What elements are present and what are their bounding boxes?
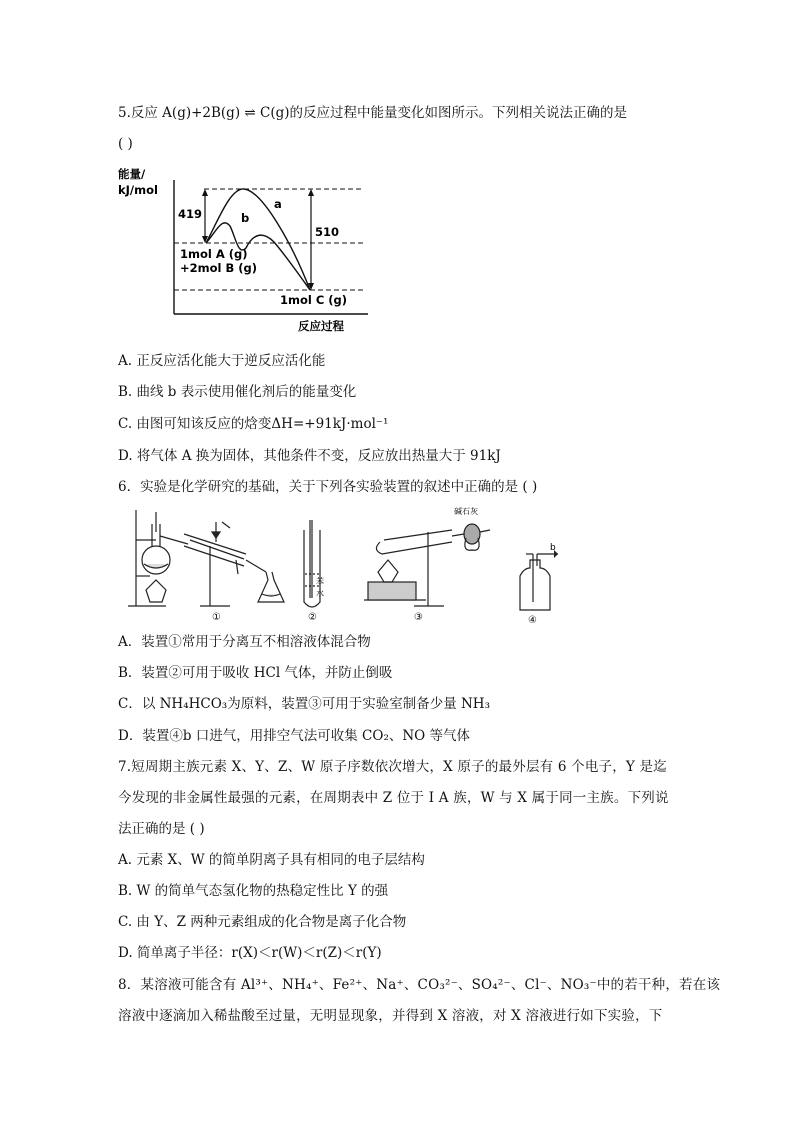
reactant-label-2: +2mol B (g) xyxy=(180,261,257,275)
product-label: 1mol C (g) xyxy=(280,293,348,307)
sodalime-label: 碱石灰 xyxy=(454,507,478,516)
apparatus-2-label: ② xyxy=(308,612,317,623)
reactant-label-1: 1mol A (g) xyxy=(180,247,248,261)
q7-option-b: B. W 的简单气态氢化物的热稳定性比 Y 的强 xyxy=(118,883,389,899)
benzene-label: 苯 xyxy=(316,577,324,586)
q5-stem: 5.反应 A(g)+2B(g) ⇌ C(g)的反应过程中能量变化如图所示。下列相关说法正确的是 xyxy=(118,105,627,121)
q7-stem-line-1: 7.短周期主族元素 X、Y、Z、W 原子序数依次增大，X 原子的最外层有 6 个电子，Y 是迄 xyxy=(118,759,667,775)
apparatus-1-label: ① xyxy=(212,612,221,623)
q6-option-b: B．装置②可用于吸收 HCl 气体，并防止倒吸 xyxy=(118,665,393,681)
apparatus-3-heating xyxy=(364,524,490,606)
q6-option-c: C．以 NH₄HCO₃为原料，装置③可用于实验室制备少量 NH₃ xyxy=(118,696,490,712)
curve-a-label: a xyxy=(274,197,282,211)
energy-diagram xyxy=(118,166,378,338)
apparatus-1-distillation xyxy=(128,510,284,606)
y-axis-label-1: 能量/ xyxy=(118,167,146,181)
q5-option-c: C. 由图可知该反应的焓变ΔH=+91kJ·mol⁻¹ xyxy=(118,416,389,432)
q8-stem-line-2: 溶液中逐滴加入稀盐酸至过量，无明显现象，并得到 X 溶液，对 X 溶液进行如下实验，下 xyxy=(118,1008,663,1024)
apparatus-4-label: ④ xyxy=(528,615,537,624)
q7-stem-line-3: 法正确的是 ( ) xyxy=(118,821,205,837)
q6-option-a: A．装置①常用于分离互不相溶液体混合物 xyxy=(118,634,371,650)
q7-option-a: A. 元素 X、W 的简单阴离子具有相同的电子层结构 xyxy=(118,852,425,868)
port-b-label: b xyxy=(550,543,556,553)
x-axis-label: 反应过程 xyxy=(298,319,344,333)
label-510: 510 xyxy=(315,225,340,239)
q8-stem-line-1: 8．某溶液可能含有 Al³⁺、NH₄⁺、Fe²⁺、Na⁺、CO₃²⁻、SO₄²⁻、Cl⁻、NO₃⁻中的若干种，若在该 xyxy=(118,977,721,993)
apparatus-3-label: ③ xyxy=(414,612,423,623)
water-label: 水 xyxy=(316,589,324,598)
q5-option-d: D. 将气体 A 换为固体，其他条件不变，反应放出热量大于 91kJ xyxy=(118,448,501,464)
q7-stem-line-2: 今发现的非金属性最强的元素，在周期表中 Z 位于 I A 族，W 与 X 属于同一主族。下列说 xyxy=(118,790,669,806)
q5-option-b: B. 曲线 b 表示使用催化剂后的能量变化 xyxy=(118,384,357,400)
curve-b-label: b xyxy=(241,211,250,225)
y-axis-label-2: kJ/mol xyxy=(118,183,158,197)
apparatus-4-gas-bottle xyxy=(520,554,558,610)
q6-stem: 6．实验是化学研究的基础，关于下列各实验装置的叙述中正确的是 ( ) xyxy=(118,479,538,495)
q6-option-d: D．装置④b 口进气，用排空气法可收集 CO₂、NO 等气体 xyxy=(118,728,471,744)
q7-option-d: D. 简单离子半径：r(X)＜r(W)＜r(Z)＜r(Y) xyxy=(118,945,382,961)
q7-option-c: C. 由 Y、Z 两种元素组成的化合物是离子化合物 xyxy=(118,914,407,930)
apparatus-figure xyxy=(126,502,566,624)
q5-option-a: A. 正反应活化能大于逆反应活化能 xyxy=(118,353,326,369)
label-419: 419 xyxy=(178,207,203,221)
q5-paren: ( ) xyxy=(118,136,133,152)
